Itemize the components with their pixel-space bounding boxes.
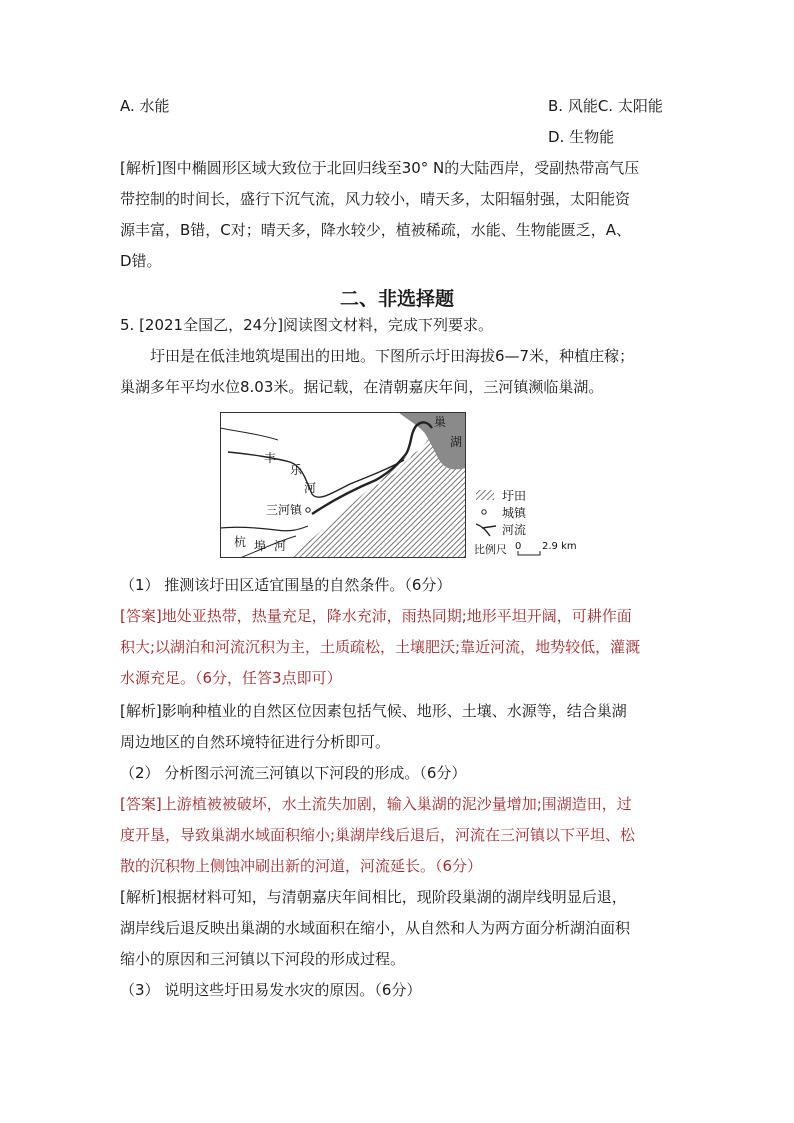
river-label-hang: 杭 (234, 535, 247, 549)
river-label-he-2: 河 (274, 539, 287, 553)
river-label-bu: 埠 (254, 539, 267, 553)
section-title: 二、非选择题 (339, 288, 454, 310)
lake-label-2: 湖 (450, 435, 463, 449)
river-label-feng: 丰 (264, 451, 277, 465)
legend-river-label: 河流 (502, 523, 527, 537)
town-label: 三河镇 (266, 503, 303, 517)
material-paragraph-1: 圩田是在低洼地筑堤围出的田地。下图所示圩田海拔6—7米，种植庄稼； (150, 347, 635, 365)
river-label-le: 乐 (290, 463, 303, 477)
analysis-line-2: 带控制的时间长，盛行下沉气流，风力较小，晴天多，太阳辐射强，太阳能资 (120, 190, 631, 208)
legend-polder-label: 圩田 (502, 489, 527, 503)
sub1-question: （1） 推测该圩田区适宜围垦的自然条件。（6分） (120, 576, 452, 594)
sub1-answer-line-3: 水源充足。（6分，任答3点即可） (120, 669, 342, 687)
sub2-analysis-line-2: 湖岸线后退反映出巢湖的水域面积在缩小，从自然和人为两方面分析湖泊面积 (120, 919, 631, 937)
river-label-he-1: 河 (304, 481, 317, 495)
material-paragraph-2: 巢湖多年平均水位8.03米。据记载，在清朝嘉庆年间，三河镇濒临巢湖。 (120, 378, 604, 396)
option-d: D. 生物能 (548, 128, 615, 146)
polder-map (220, 410, 580, 562)
sub1-analysis-line-1: [解析]影响种植业的自然区位因素包括气候、地形、土壤、水源等，结合巢湖 (120, 702, 627, 720)
sanhe-town-marker (306, 508, 310, 512)
legend-river-icon (476, 524, 496, 536)
scale-label: 比例尺 (474, 543, 507, 556)
sub3-question: （3） 说明这些圩田易发水灾的原因。（6分） (120, 981, 422, 999)
option-a: A. 水能 (120, 97, 170, 115)
sub2-answer-line-2: 度开垦，导致巢湖水域面积缩小;巢湖岸线后退后，河流在三河镇以下平坦、松 (120, 826, 636, 844)
scale-value: 2.9 km (542, 541, 577, 552)
legend-polder-swatch (476, 490, 494, 500)
option-bc: B. 风能C. 太阳能 (548, 97, 663, 115)
sub1-answer-line-1: [答案]地处亚热带，热量充足，降水充沛，雨热同期;地形平坦开阔，可耕作面 (120, 607, 632, 625)
sub2-question: （2） 分析图示河流三河镇以下河段的形成。（6分） (120, 764, 467, 782)
scale-zero: 0 (515, 541, 522, 552)
analysis-line-3: 源丰富，B错，C对；晴天多，降水较少，植被稀疏，水能、生物能匮乏，A、 (120, 221, 632, 239)
legend-town-label: 城镇 (502, 506, 527, 520)
sub1-answer-line-2: 积大;以湖泊和河流沉积为主，土质疏松，土壤肥沃;靠近河流，地势较低，灌溉 (120, 638, 641, 656)
sub1-analysis-line-2: 周边地区的自然环境特征进行分析即可。 (120, 733, 391, 751)
legend-town-icon (482, 510, 486, 514)
analysis-line-1: [解析]图中椭圆形区域大致位于北回归线至30° N的大陆西岸，受副热带高气压 (120, 159, 640, 177)
lake-label-1: 巢 (434, 415, 447, 429)
sub2-analysis-line-3: 缩小的原因和三河镇以下河段的形成过程。 (120, 950, 406, 968)
analysis-line-4: D错。 (120, 252, 162, 270)
sub2-analysis-line-1: [解析]根据材料可知，与清朝嘉庆年间相比，现阶段巢湖的湖岸线明显后退， (120, 888, 627, 906)
sub2-answer-line-3: 散的沉积物上侧蚀冲刷出新的河道，河流延长。（6分） (120, 857, 483, 875)
sub2-answer-line-1: [答案]上游植被被破坏，水土流失加剧，输入巢湖的泥沙量增加;围湖造田，过 (120, 795, 632, 813)
question-5-header: 5. [2021全国乙，24分]阅读图文材料，完成下列要求。 (120, 316, 494, 334)
